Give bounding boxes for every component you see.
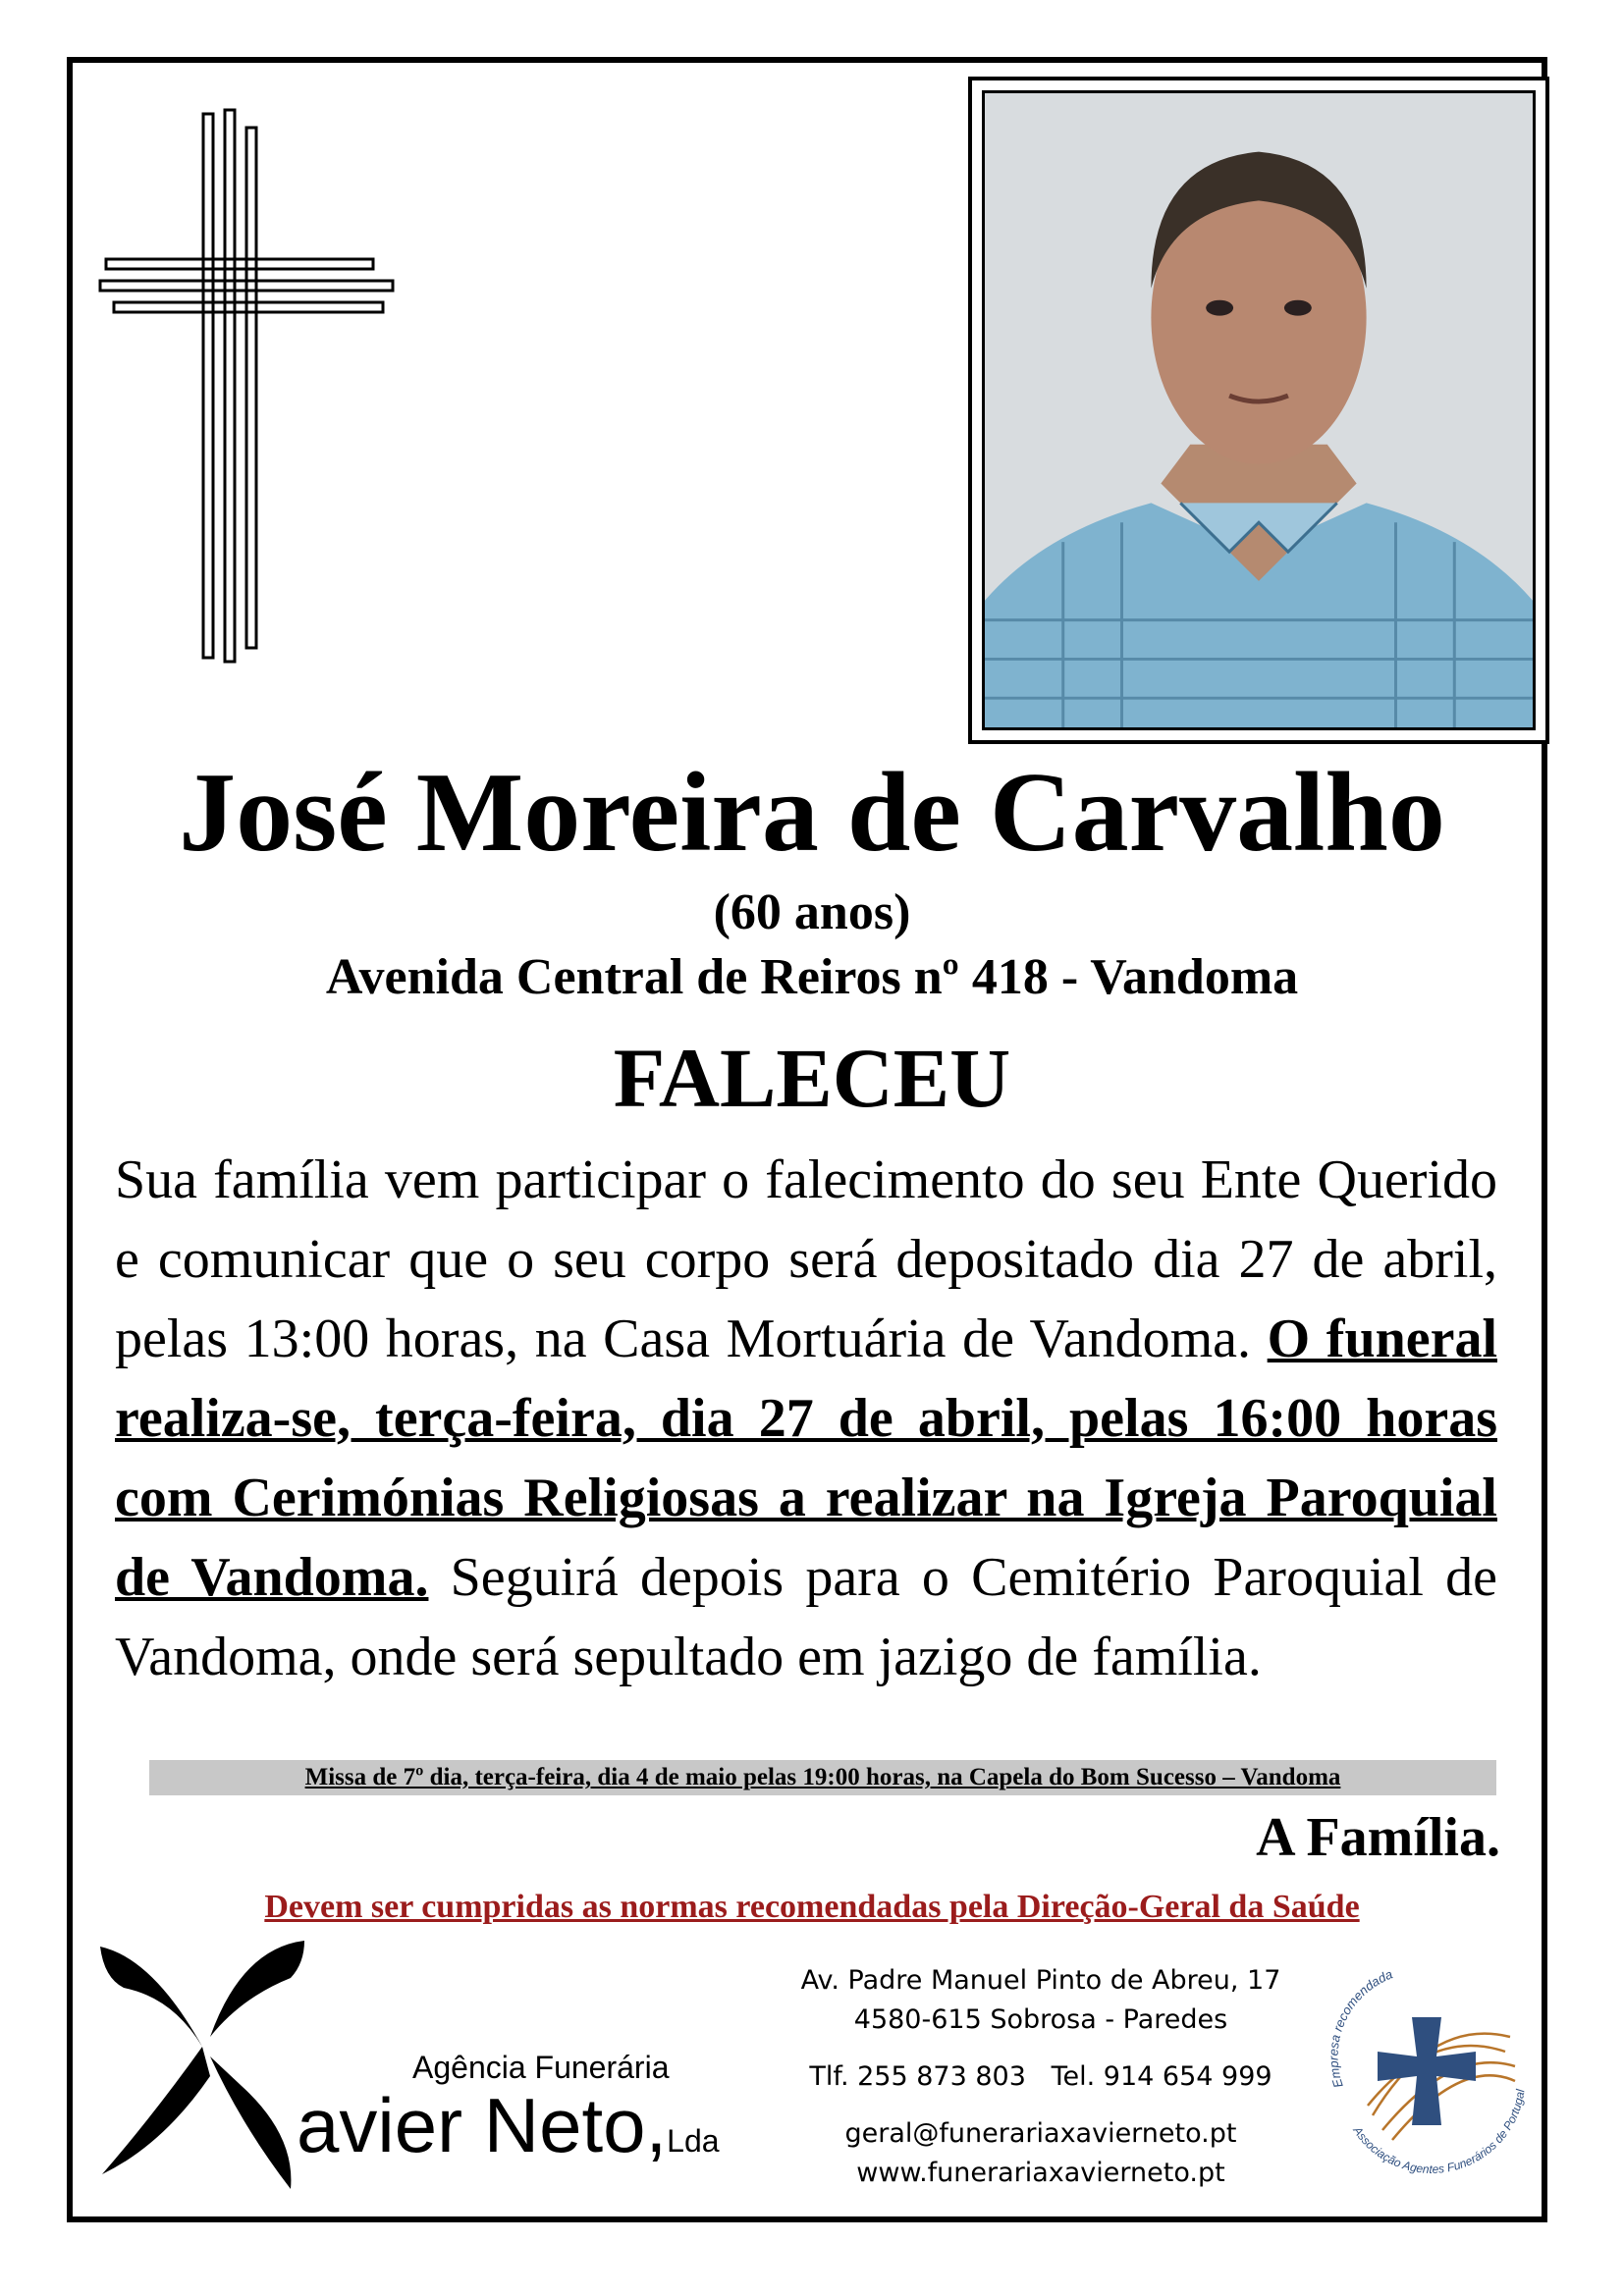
body-outro: Seguirá depois para o Cemitério Paroquial de Vandoma, onde será sepultado em jazigo de família. — [115, 1547, 1497, 1687]
portrait-image — [985, 93, 1533, 727]
deceased-name: José Moreira de Carvalho — [179, 750, 1445, 876]
family-signature: A Família. — [1256, 1807, 1500, 1868]
body-intro: Sua família vem participar o falecimento do seu Ente Querido e comunicar que o seu corpo será depositado dia 27 de abril, pelas 13:00 horas, na Casa Mortuária de Vandoma. — [115, 1149, 1497, 1369]
portrait-photo — [968, 77, 1549, 744]
agency-contacts — [766, 1961, 1316, 2193]
address-line-1: Av. Padre Manuel Pinto de Abreu, 17 — [800, 1965, 1281, 1996]
website-link[interactable]: www.funerariaxavierneto.pt — [856, 2158, 1225, 2188]
cross-icon — [94, 106, 399, 666]
email-link[interactable]: geral@funerariaxavierneto.pt — [844, 2118, 1237, 2149]
association-top-text: Empresa recomendada — [1326, 1966, 1395, 2090]
notice-heading: FALECEU — [613, 1031, 1011, 1125]
association-bottom-text: Associação Agentes Funerários de Portugal — [1350, 2088, 1528, 2176]
phone-numbers: Tlf. 255 873 803 Tel. 914 654 999 — [809, 2061, 1272, 2092]
agency-suffix: Lda — [667, 2123, 720, 2159]
x-logo-icon — [94, 1939, 310, 2194]
notice-body — [115, 1141, 1497, 1697]
funeral-details: O funeral realiza-se, terça-feira, dia 27 de abril, pelas 16:00 horas com Cerimónias Religiosas a realizar na Igreja Paroquial de Vandoma. — [115, 1308, 1497, 1608]
deceased-address: Avenida Central de Reiros nº 418 - Vandoma — [325, 949, 1299, 1005]
agency-tagline: Agência Funerária — [412, 2050, 670, 2085]
address-line-2: 4580-615 Sobrosa - Paredes — [853, 2004, 1228, 2035]
health-notice: Devem ser cumpridas as normas recomendadas pela Direção-Geral da Saúde — [264, 1889, 1360, 1925]
agency-name — [297, 2082, 720, 2168]
deceased-age: (60 anos) — [713, 884, 911, 940]
association-cross-icon — [1314, 1958, 1540, 2184]
missa-notice: Missa de 7º dia, terça-feira, dia 4 de maio pelas 19:00 horas, na Capela do Bom Sucesso – Vandoma — [149, 1760, 1496, 1795]
agency-name-text: avier Neto, — [297, 2082, 668, 2168]
